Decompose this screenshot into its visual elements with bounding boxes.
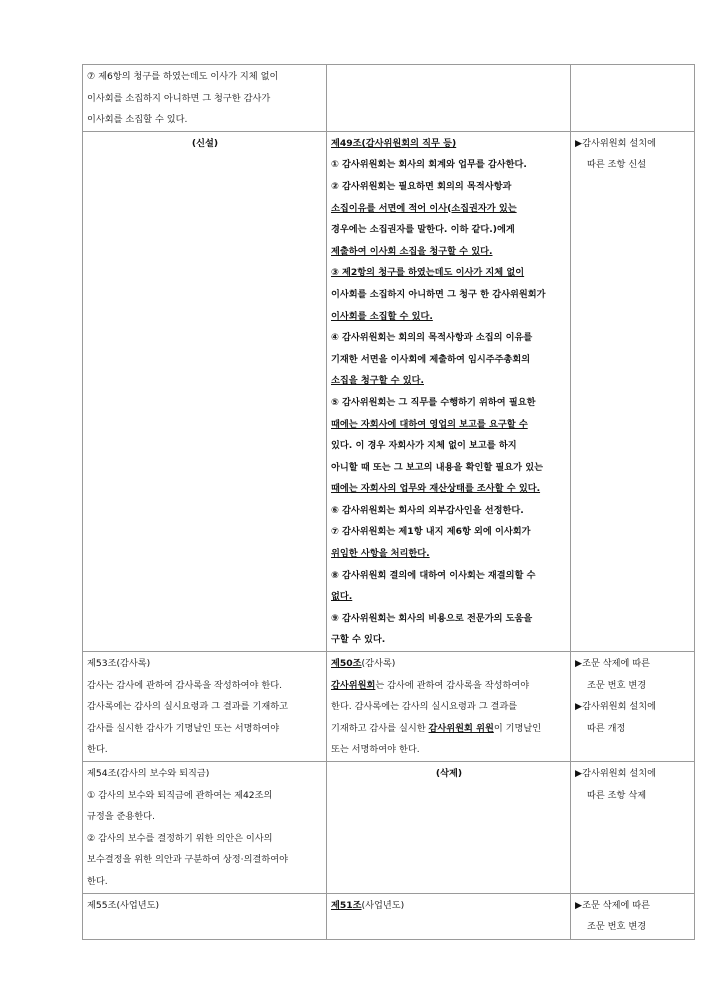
note-line: 따른 개정 — [587, 722, 626, 734]
note-cell — [571, 893, 695, 939]
article-title: 제51조(사업년도) — [331, 899, 405, 911]
text-line: 규정을 준용한다. — [87, 811, 155, 823]
text-line: 이사회를 소집할 수 있다. — [87, 114, 188, 126]
text-line: 경우에는 소집권자를 말한다. 이하 같다.)에게 — [331, 224, 515, 236]
article-title: 제53조(감사록) — [87, 658, 151, 670]
old-text-cell — [83, 131, 327, 651]
note-cell — [571, 65, 695, 132]
text-line: 보수결정을 위한 의안과 구분하여 상정·의결하여야 — [87, 854, 288, 866]
text-line: ⑦ 제6항의 청구를 하였는데도 이사가 지체 없이 — [87, 71, 279, 82]
text-line: 감사록에는 감사의 실시요령과 그 결과를 기재하고 — [87, 701, 288, 713]
old-text-cell — [83, 893, 327, 939]
text-line: 없다. — [331, 591, 353, 603]
note-line: ▶조문 삭제에 따른 — [575, 899, 651, 911]
text-line: 감사를 실시한 감사가 기명날인 또는 서명하여야 — [87, 722, 280, 734]
text-line: 제출하여 이사회 소집을 청구할 수 있다. — [331, 245, 493, 257]
text-line: 위임한 사항을 처리한다. — [331, 548, 430, 560]
new-text-cell — [327, 762, 571, 894]
text-line: 소집을 청구할 수 있다. — [331, 375, 424, 387]
note-line: ▶감사위원회 설치에 — [575, 137, 656, 149]
article-title: 제50조(감사록) — [331, 658, 396, 670]
text-line: 기재한 서면을 이사회에 제출하여 임시주주총회의 — [331, 353, 531, 365]
old-text-cell — [83, 652, 327, 762]
text-line: 감사는 감사에 관하여 감사록을 작성하여야 한다. — [87, 679, 283, 691]
note-cell — [571, 652, 695, 762]
table-row — [83, 131, 695, 651]
comparison-table — [82, 64, 695, 940]
text-line: ⑦ 감사위원회는 제1항 내지 제6항 외에 이사회가 — [331, 526, 531, 538]
text-line: ⑧ 감사위원회 결의에 대하여 이사회는 재결의할 수 — [331, 569, 536, 581]
text-line: 구할 수 있다. — [331, 634, 386, 646]
old-text-cell — [83, 762, 327, 894]
note-line: 따른 조항 신설 — [587, 159, 647, 171]
text-line: ① 감사의 보수와 퇴직금에 관하여는 제42조의 — [87, 789, 273, 801]
note-line: ▶감사위원회 설치에 — [575, 701, 656, 713]
new-text-cell — [327, 65, 571, 132]
article-title: 제55조(사업년도) — [87, 899, 160, 911]
text-line: 이사회를 소집하지 아니하면 그 청구 한 감사위원회가 — [331, 288, 546, 300]
text-line: 한다. — [87, 744, 108, 756]
text-line: ⑨ 감사위원회는 회사의 비용으로 전문가의 도움을 — [331, 612, 533, 624]
new-text-cell — [327, 893, 571, 939]
text-line: 아니할 때 또는 그 보고의 내용을 확인할 필요가 있는 — [331, 461, 543, 473]
text-line: 한다. 감사록에는 감사의 실시요령과 그 결과를 — [331, 701, 518, 713]
text-line: ① 감사위원회는 회사의 회계와 업무를 감사한다. — [331, 159, 527, 171]
text-line: ③ 제2항의 청구를 하였는데도 이사가 지체 없이 — [331, 267, 525, 279]
text-line: ② 감사의 보수를 결정하기 위한 의안은 이사의 — [87, 832, 273, 844]
text-line: ⑤ 감사위원회는 그 직무를 수행하기 위하여 필요한 — [331, 396, 536, 408]
article-title: 제49조(감사위원회의 직무 등) — [331, 137, 457, 149]
table-row — [83, 652, 695, 762]
note-line: 따른 조항 삭제 — [587, 789, 647, 801]
note-cell — [571, 762, 695, 894]
note-line: ▶감사위원회 설치에 — [575, 768, 656, 780]
text-line: 이사회를 소집하지 아니하면 그 청구한 감사가 — [87, 92, 271, 104]
text-line: 이사회를 소집할 수 있다. — [331, 310, 433, 322]
note-cell — [571, 131, 695, 651]
new-text-cell — [327, 652, 571, 762]
deleted-marker: (삭제) — [435, 768, 463, 780]
text-line: 때에는 자회사에 대하여 영업의 보고를 요구할 수 — [331, 418, 528, 430]
note-line: 조문 번호 변경 — [587, 921, 647, 933]
text-line: 감사위원회는 감사에 관하여 감사록을 작성하여야 — [331, 679, 530, 691]
text-line: 또는 서명하여야 한다. — [331, 744, 420, 756]
note-line: ▶조문 삭제에 따른 — [575, 658, 651, 670]
text-line: ④ 감사위원회는 회의의 목적사항과 소집의 이유를 — [331, 332, 533, 344]
text-line: 있다. 이 경우 자회사가 지체 없이 보고를 하지 — [331, 440, 517, 452]
text-line: ② 감사위원회는 필요하면 회의의 목적사항과 — [331, 180, 512, 192]
table-row — [83, 65, 695, 132]
table-row — [83, 893, 695, 939]
text-line: 기재하고 감사를 실시한 감사위원회 위원이 기명날인 — [331, 722, 542, 734]
old-text-cell — [83, 65, 327, 132]
new-article-marker: (신설) — [191, 137, 219, 149]
new-text-cell — [327, 131, 571, 651]
table-row — [83, 762, 695, 894]
text-line: 한다. — [87, 876, 108, 887]
text-line: 소집이유를 서면에 적어 이사(소집권자가 있는 — [331, 202, 517, 214]
article-title: 제54조(감사의 보수와 퇴직금) — [87, 768, 210, 780]
text-line: ⑥ 감사위원회는 회사의 외부감사인을 선정한다. — [331, 504, 524, 516]
text-line: 때에는 자회사의 업무와 재산상태를 조사할 수 있다. — [331, 483, 541, 495]
note-line: 조문 번호 변경 — [587, 679, 647, 691]
